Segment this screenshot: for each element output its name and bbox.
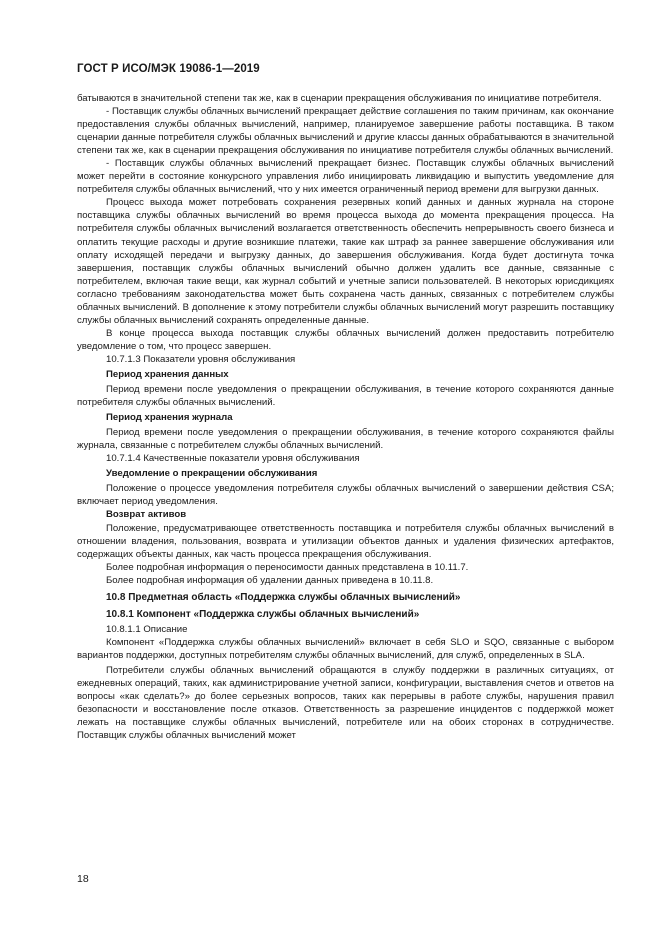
list-item-termination-agreement: - Поставщик службы облачных вычислений прекращает действие соглашения по таким причинам, как окончание предоставления службы облачных вычислений, например, планируемое завершение работы поставщика. В таком сценарии данные потребителя службы облачных вычислений и другие классы данных обрабатываются в значительной степени так же, как в сценарии прекращения обслуживания по инициативе потребителя службы облачных вычислений. — [77, 106, 614, 157]
paragraph-support-component: Компонент «Поддержка службы облачных вычислений» включает в себя SLO и SQO, связанные с выбором вариантов поддержки, доступных потребителям службы облачных вычислений, для служб, определенных в SLA. — [77, 636, 614, 661]
term-log-retention-period: Период хранения журнала — [106, 412, 233, 424]
page-body — [77, 92, 614, 742]
term-return-of-assets: Возврат активов — [106, 509, 187, 521]
page-number: 18 — [77, 873, 89, 885]
section-heading-10-8-1: 10.8.1 Компонент «Поддержка службы облачных вычислений» — [106, 608, 420, 620]
clause-heading-10-7-1-3: 10.7.1.3 Показатели уровня обслуживания — [106, 353, 296, 365]
document-header: ГОСТ Р ИСО/МЭК 19086-1—2019 — [77, 63, 260, 75]
reference-data-deletion: Более подробная информация об удалении данных приведена в 10.11.8. — [106, 574, 434, 586]
clause-heading-10-8-1-1: 10.8.1.1 Описание — [106, 623, 188, 635]
definition-log-retention-period: Период времени после уведомления о прекращении обслуживания, в течение которого сохраняются файлы журнала, связанные с потребителем службы облачных вычислений. — [77, 427, 614, 452]
definition-data-retention-period: Период времени после уведомления о прекращении обслуживания, в течение которого сохраняются данные потребителя службы облачных вычислений. — [77, 384, 614, 409]
reference-data-portability: Более подробная информация о переносимости данных представлена в 10.11.7. — [106, 561, 469, 573]
paragraph-support-situations: Потребители службы облачных вычислений обращаются в службу поддержки в различных ситуациях, от ежедневных операций, таких, как администрирование учетной записи, конфигурации, выставления счетов и ответов на вопросы «как сделать?» до более серьезных вопросов, таких как перерывы в работе службы, нарушения правил безопасности и восстановление после отказов. Ответственность за разрешение инцидентов с поддержкой может лежать на поставщике службы облачных вычислений, потребителе или на обоих сторонах в сотрудничестве. Поставщик службы облачных вычислений может — [77, 664, 614, 742]
clause-heading-10-7-1-4: 10.7.1.4 Качественные показатели уровня обслуживания — [106, 453, 360, 465]
definition-termination-notification: Положение о процессе уведомления потребителя службы облачных вычислений о завершении действия CSA; включает период уведомления. — [77, 483, 614, 508]
list-item-business-termination: - Поставщик службы облачных вычислений прекращает бизнес. Поставщик службы облачных вычислений может перейти в состояние конкурсного управления либо инициировать ликвидацию и выпустить уведомление для потребителя службы облачных вычислений, что у них имеется ограниченный период времени для выгрузки данных. — [77, 158, 614, 196]
section-heading-10-8: 10.8 Предметная область «Поддержка службы облачных вычислений» — [106, 591, 461, 603]
paragraph-exit-process: Процесс выхода может потребовать сохранения резервных копий данных и данных журнала на стороне поставщика службы облачных вычислений во время процесса выхода до момента прекращения процесса. На потребителя службы облачных вычислений возлагается ответственность обеспечить непрерывность своего бизнеса и оплатить текущие расходы и другие возникшие платежи, такие как штраф за раннее завершение обслуживания или оплату исходящей передачи и выгрузку данных, до завершения обслуживания. Когда будет достигнута точка завершения, поставщик службы облачных вычислений обычно должен удалить все данные, связанные с потребителем, включая такие вещи, как журнал событий и учетные записи пользователей. В некоторых юрисдикциях согласно требованиям законодательства может быть сохранена часть данных, связанных с потребителем службы облачных вычислений. В дополнение к этому потребители службы облачных вычислений могут разрешить поставщику службы облачных вычислений сохранять определенные данные. — [77, 197, 614, 326]
term-termination-notification: Уведомление о прекращении обслуживания — [106, 468, 318, 480]
paragraph-continuation: батываются в значительной степени так же, как в сценарии прекращения обслуживания по инициативе потребителя. — [77, 93, 602, 104]
definition-return-of-assets: Положение, предусматривающее ответственность поставщика и потребителя службы облачных вычислений в отношении владения, пользования, возврата и утилизации объектов данных и удаления физических артефактов, содержащих объекты данных, как часть процесса прекращения обслуживания. — [77, 522, 614, 560]
paragraph-exit-notice: В конце процесса выхода поставщик службы облачных вычислений должен предоставить потребителю уведомление о том, что процесс завершен. — [77, 327, 614, 352]
term-data-retention-period: Период хранения данных — [106, 368, 229, 380]
